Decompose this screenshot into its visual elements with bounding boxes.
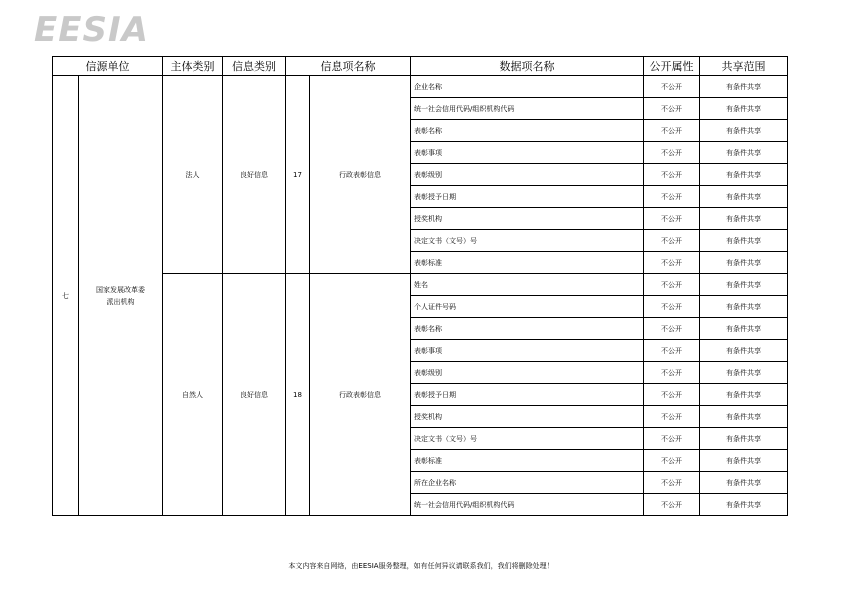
data-item-name: 表彰授予日期: [411, 186, 644, 208]
header-source-unit: 信源单位: [53, 57, 163, 76]
data-item-name: 表彰名称: [411, 318, 644, 340]
public-attr-cell: 不公开: [644, 296, 700, 318]
eesia-logo: EESIA: [34, 10, 149, 50]
share-scope-cell: 有条件共享: [700, 186, 788, 208]
share-scope-cell: 有条件共享: [700, 230, 788, 252]
share-scope-cell: 有条件共享: [700, 362, 788, 384]
header-public-attr: 公开属性: [644, 57, 700, 76]
share-scope-cell: 有条件共享: [700, 384, 788, 406]
public-attr-cell: 不公开: [644, 76, 700, 98]
public-attr-cell: 不公开: [644, 318, 700, 340]
info-type-cell: 良好信息: [223, 76, 286, 274]
share-scope-cell: 有条件共享: [700, 274, 788, 296]
data-item-name: 统一社会信用代码/组织机构代码: [411, 494, 644, 516]
row-index: 七: [53, 76, 79, 516]
public-attr-cell: 不公开: [644, 472, 700, 494]
data-item-name: 表彰级别: [411, 164, 644, 186]
header-info-item-name: 信息项名称: [286, 57, 411, 76]
data-item-name: 授奖机构: [411, 406, 644, 428]
info-type-cell: 良好信息: [223, 274, 286, 516]
org-name-line-1: 国家发展改革委: [96, 285, 145, 294]
table-body: [53, 76, 788, 516]
share-scope-cell: 有条件共享: [700, 142, 788, 164]
data-item-name: 表彰事项: [411, 340, 644, 362]
info-item-name: 行政表彰信息: [310, 76, 411, 274]
data-item-name: 所在企业名称: [411, 472, 644, 494]
data-item-name: 表彰级别: [411, 362, 644, 384]
data-item-name: 表彰标准: [411, 252, 644, 274]
data-item-name: 表彰名称: [411, 120, 644, 142]
share-scope-cell: 有条件共享: [700, 120, 788, 142]
data-item-name: 表彰事项: [411, 142, 644, 164]
public-attr-cell: 不公开: [644, 384, 700, 406]
info-item-number: 17: [286, 76, 310, 274]
data-item-name: 统一社会信用代码/组织机构代码: [411, 98, 644, 120]
subject-type-cell: 法人: [163, 76, 223, 274]
public-attr-cell: 不公开: [644, 186, 700, 208]
public-attr-cell: 不公开: [644, 494, 700, 516]
data-item-name: 企业名称: [411, 76, 644, 98]
public-attr-cell: 不公开: [644, 450, 700, 472]
header-data-item-name: 数据项名称: [411, 57, 644, 76]
share-scope-cell: 有条件共享: [700, 76, 788, 98]
share-scope-cell: 有条件共享: [700, 318, 788, 340]
public-attr-cell: 不公开: [644, 230, 700, 252]
table-row: [53, 76, 788, 98]
info-item-number: 18: [286, 274, 310, 516]
public-attr-cell: 不公开: [644, 362, 700, 384]
header-subject-type: 主体类别: [163, 57, 223, 76]
data-item-name: 个人证件号码: [411, 296, 644, 318]
public-attr-cell: 不公开: [644, 98, 700, 120]
share-scope-cell: 有条件共享: [700, 98, 788, 120]
table-row: [53, 274, 788, 296]
public-attr-cell: 不公开: [644, 428, 700, 450]
org-name: [79, 76, 163, 516]
share-scope-cell: 有条件共享: [700, 208, 788, 230]
credit-info-table: [52, 56, 788, 516]
share-scope-cell: 有条件共享: [700, 472, 788, 494]
public-attr-cell: 不公开: [644, 340, 700, 362]
share-scope-cell: 有条件共享: [700, 494, 788, 516]
share-scope-cell: 有条件共享: [700, 252, 788, 274]
share-scope-cell: 有条件共享: [700, 296, 788, 318]
public-attr-cell: 不公开: [644, 274, 700, 296]
share-scope-cell: 有条件共享: [700, 164, 788, 186]
public-attr-cell: 不公开: [644, 120, 700, 142]
data-item-name: 表彰标准: [411, 450, 644, 472]
org-name-line-2: 派出机构: [106, 297, 135, 306]
share-scope-cell: 有条件共享: [700, 340, 788, 362]
footer-disclaimer: 本文内容来自网络，由EESIA服务整理，如有任何异议请联系我们，我们将删除处理！: [288, 562, 554, 570]
data-item-name: 决定文书（文号）号: [411, 428, 644, 450]
public-attr-cell: 不公开: [644, 142, 700, 164]
subject-type-cell: 自然人: [163, 274, 223, 516]
info-item-name: 行政表彰信息: [310, 274, 411, 516]
share-scope-cell: 有条件共享: [700, 406, 788, 428]
header-share-scope: 共享范围: [700, 57, 788, 76]
public-attr-cell: 不公开: [644, 252, 700, 274]
public-attr-cell: 不公开: [644, 406, 700, 428]
public-attr-cell: 不公开: [644, 208, 700, 230]
header-info-type: 信息类别: [223, 57, 286, 76]
table-header-row: [53, 57, 788, 76]
share-scope-cell: 有条件共享: [700, 428, 788, 450]
data-item-name: 授奖机构: [411, 208, 644, 230]
share-scope-cell: 有条件共享: [700, 450, 788, 472]
public-attr-cell: 不公开: [644, 164, 700, 186]
data-item-name: 表彰授予日期: [411, 384, 644, 406]
data-item-name: 决定文书（文号）号: [411, 230, 644, 252]
data-item-name: 姓名: [411, 274, 644, 296]
